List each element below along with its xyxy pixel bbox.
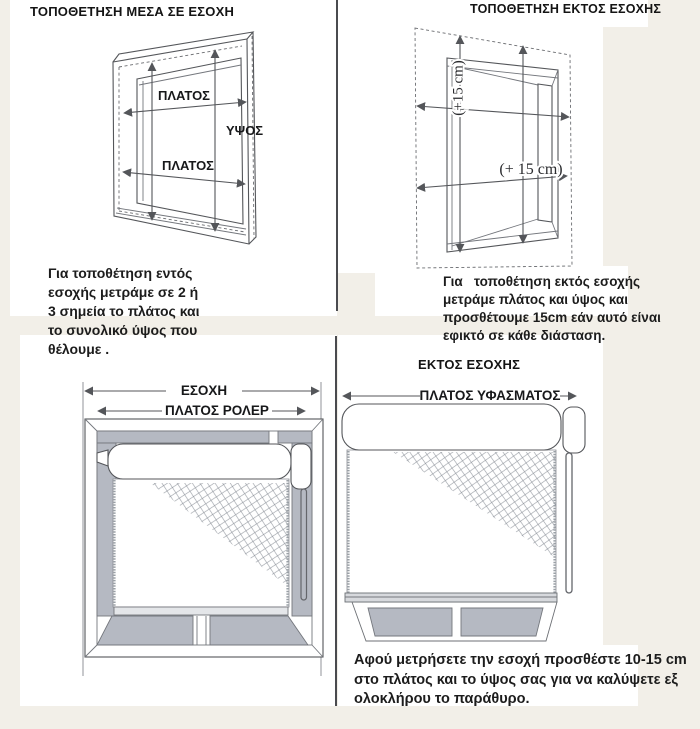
roller-outside-recess-drawing [340, 385, 590, 647]
roller-tube [108, 444, 291, 479]
roller-right-bracket [563, 407, 585, 453]
caption-inside-recess [48, 264, 200, 359]
sill-panel-right [461, 608, 543, 636]
fabric-width-label: ΠΛΑΤΟΣ ΥΦΑΣΜΑΤΟΣ [419, 388, 561, 403]
width-label-bottom: ΠΛΑΤΟΣ [162, 158, 214, 173]
window-frame [538, 84, 552, 222]
window-recess-drawing [90, 28, 275, 253]
pull-chain [566, 453, 572, 593]
sill-line [116, 213, 246, 235]
roller-width-label: ΠΛΑΤΟΣ ΡΟΛΕΡ [165, 403, 269, 418]
fabric-bottom-bar [345, 593, 557, 602]
caption-line: εσοχής μετράμε σε 2 ή [48, 284, 199, 300]
caption-measure-recess [354, 651, 687, 710]
dashed-top [119, 46, 242, 67]
sill-panel-left [368, 608, 452, 636]
title-inside-recess: ΤΟΠΟΘΕΤΗΣΗ ΜΕΣΑ ΣΕ ΕΣΟΧΗ [30, 4, 235, 19]
width-allowance-label: (+ 15 cm) [499, 161, 563, 178]
sash-bottom-left [97, 616, 193, 645]
caption-line: το συνολικό ύψος που [48, 322, 198, 338]
caption-line: ολοκλήρου το παράθυρο. [354, 691, 530, 707]
sash-top-left [97, 431, 269, 443]
sill-line [447, 231, 558, 244]
caption-line: θέλουμε . [48, 341, 110, 357]
caption-line: προσθέτουμε 15cm εάν αυτό είναι [443, 310, 661, 325]
roller-in-recess-drawing [75, 378, 337, 680]
height-allowance-label: (+15 cm) [450, 60, 467, 116]
wall-top-lip [113, 32, 253, 62]
width-label-top: ΠΛΑΤΟΣ [158, 88, 210, 103]
vertical-divider-top [336, 0, 338, 311]
caption-line: Αφού μετρήσετε την εσοχή προσθέστε 10-15 cm [354, 652, 687, 668]
caption-line: μετράμε πλάτος και ύψος και [443, 292, 628, 307]
caption-line: Για τοποθέτηση εντός [48, 265, 193, 281]
caption-line: στο πλάτος και το ύψος σας για να καλύψετε εξ [354, 671, 678, 688]
width-arrow-top [124, 102, 246, 113]
recess-label: ΕΣΟΧΗ [180, 383, 228, 398]
reveal-corner [552, 222, 558, 238]
height-label: ΥΨΟΣ [226, 123, 264, 138]
caption-line: 3 σημεία το πλάτος και [48, 303, 200, 319]
title-outside-recess: ΤΟΠΟΘΕΤΗΣΗ ΕΚΤΟΣ ΕΣΟΧΗΣ [470, 2, 662, 16]
window-outside-drawing [395, 18, 630, 276]
roller-tube [342, 404, 561, 450]
wall-right-lip [249, 32, 256, 244]
roller-right-bracket [291, 444, 311, 489]
caption-outside-recess [443, 273, 661, 345]
window-frame [137, 58, 243, 224]
caption-line: Για τοποθέτηση εκτός εσοχής [443, 274, 641, 289]
sash-top-right [278, 431, 312, 443]
sill-line [117, 208, 246, 229]
width-arrow-bottom [123, 172, 245, 184]
fabric-bottom-bar [114, 607, 288, 615]
width-arrow-top [417, 106, 569, 117]
heading-outside-recess: ΕΚΤΟΣ ΕΣΟΧΗΣ [418, 357, 521, 372]
caption-line: εφικτό σε κάθε διάσταση. [443, 328, 606, 343]
